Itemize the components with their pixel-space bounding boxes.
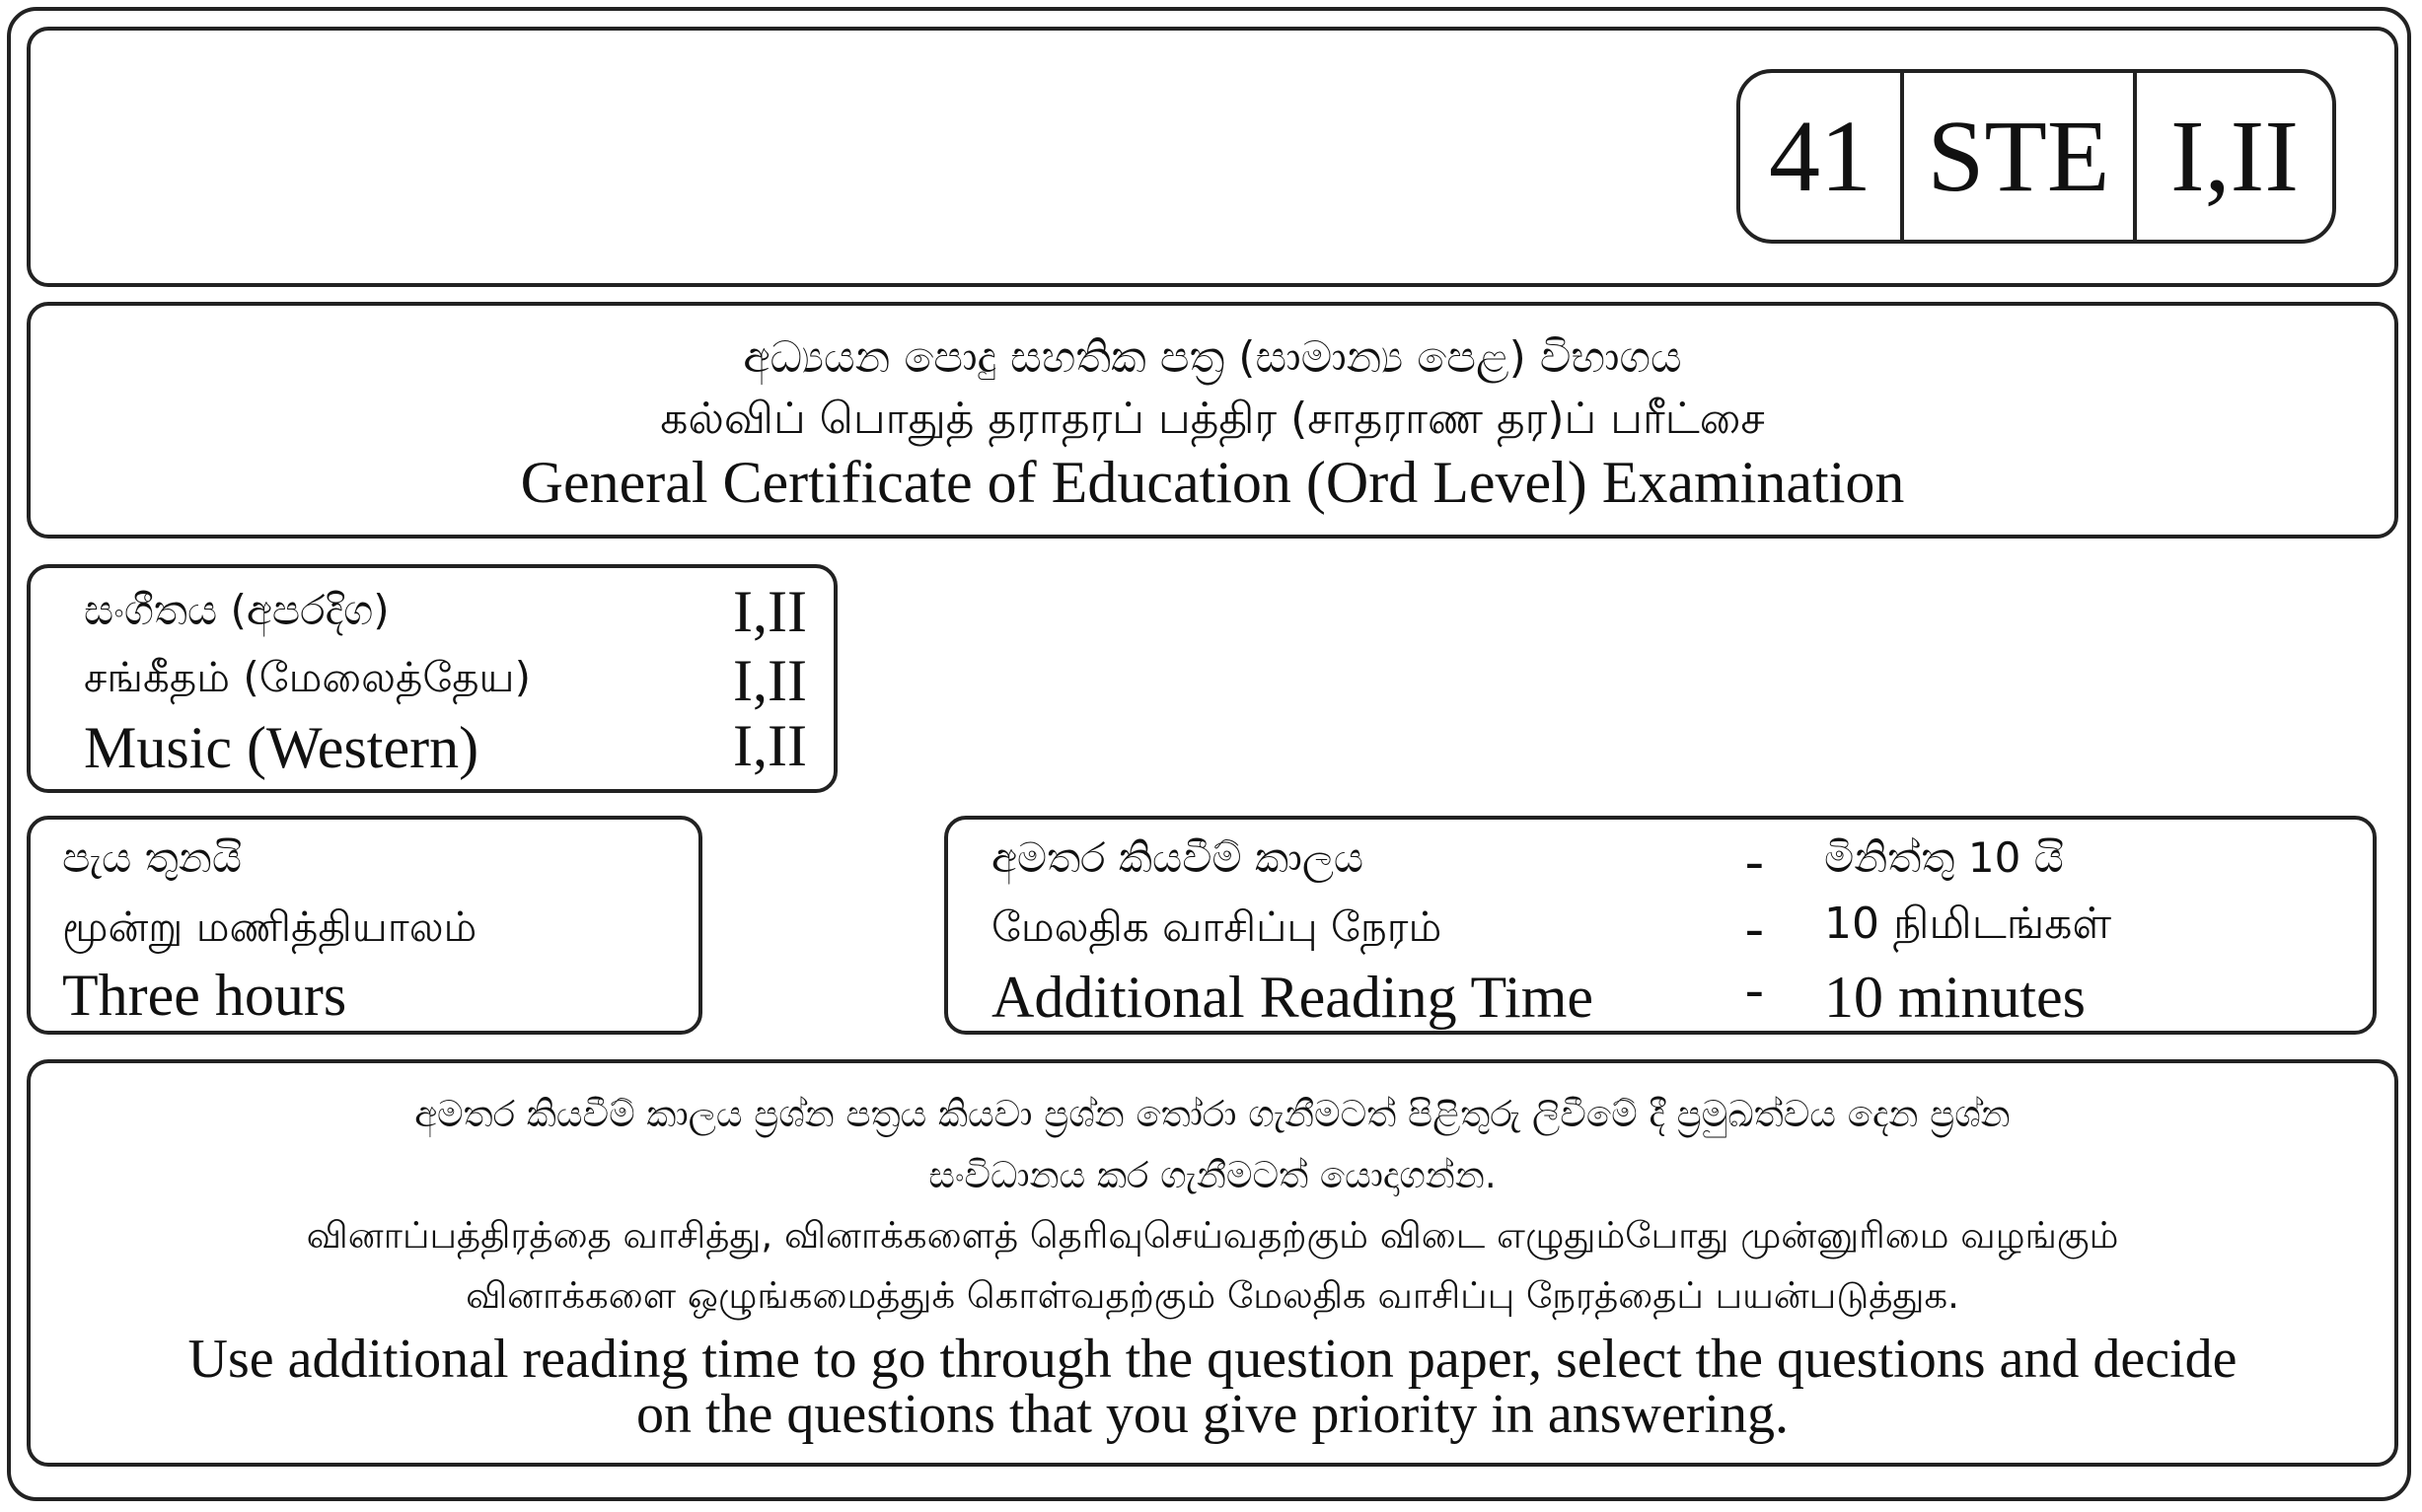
duration-english: Three hours bbox=[62, 963, 347, 1028]
instruction-english-line1: Use additional reading time to go through the question paper, select the questions and decide bbox=[187, 1329, 2238, 1390]
subject-sinhala: සංගීතය (අපරදිග) bbox=[84, 586, 390, 634]
paper-parts: I,II bbox=[2133, 73, 2332, 240]
exam-title-tamil: கல்விப் பொதுத் தராதரப் பத்திர (சாதராண தர)ப் பரீட்சை bbox=[660, 394, 1765, 444]
subject-box bbox=[27, 564, 838, 793]
reading-dash-3: - bbox=[1745, 959, 1764, 1020]
subject-parts-tamil: I,II bbox=[733, 648, 807, 713]
subject-parts-english: I,II bbox=[733, 713, 807, 778]
instructions-box bbox=[27, 1059, 2398, 1467]
reading-label-sinhala: අමතර කියවීම් කාලය bbox=[991, 833, 1364, 882]
paper-number: 41 bbox=[1769, 99, 1872, 213]
duration-tamil: மூன்று மணித்தியாலம் bbox=[62, 902, 477, 951]
duration-sinhala: පැය තුනයි bbox=[62, 833, 243, 882]
reading-value-tamil: 10 நிமிடங்கள் bbox=[1824, 899, 2112, 949]
duration-box bbox=[27, 816, 702, 1035]
reading-label-tamil: மேலதிக வாசிப்பு நேரம் bbox=[991, 902, 1442, 951]
exam-title-sinhala: අධ්‍යයන පොදු සහතික පත්‍ර (සාමාන්‍ය පෙළ) විභාගය bbox=[743, 332, 1682, 383]
reading-label-english: Additional Reading Time bbox=[991, 965, 1594, 1030]
reading-dash-1: - bbox=[1745, 830, 1764, 892]
instruction-tamil-line1: வினாப்பத்திரத்தை வாசித்து, வினாக்களைத் தெரிவுசெய்வதற்கும் விடை எழுதும்போது முன்னுரிமை வழங்கும் bbox=[306, 1214, 2119, 1257]
subject-parts-sinhala: I,II bbox=[733, 579, 807, 644]
reading-dash-2: - bbox=[1745, 898, 1764, 959]
exam-title-english: General Certificate of Education (Ord Level) Examination bbox=[520, 450, 1905, 515]
instruction-sinhala-line2: සංවිධානය කර ගැනීමටත් යොදාගන්න. bbox=[928, 1154, 1497, 1196]
exam-title-box bbox=[27, 302, 2398, 539]
instruction-sinhala-line1: අමතර කියවීම් කාලය ප්‍රශ්න පත්‍රය කියවා ප්‍රශ්න තෝරා ගැනීමටත් පිළිතුරු ලිවීමේ දී ප්‍රමුඛත්වය දෙන ප්‍රශ්න bbox=[414, 1093, 2011, 1135]
paper-code: STE bbox=[1900, 73, 2133, 240]
paper-code-box bbox=[1736, 69, 2336, 244]
instruction-english-line2: on the questions that you give priority in answering. bbox=[635, 1384, 1790, 1445]
reading-value-sinhala: මිනිත්තු 10 යි bbox=[1824, 833, 2064, 882]
subject-tamil: சங்கீதம் (மேலைத்தேய) bbox=[84, 653, 531, 701]
instruction-tamil-line2: வினாக்களை ஒழுங்கமைத்துக் கொள்வதற்கும் மேலதிக வாசிப்பு நேரத்தைப் பயன்படுத்துக. bbox=[466, 1274, 1959, 1317]
reading-value-english: 10 minutes bbox=[1824, 965, 2086, 1030]
subject-english: Music (Western) bbox=[84, 715, 479, 780]
reading-time-box bbox=[944, 816, 2377, 1035]
